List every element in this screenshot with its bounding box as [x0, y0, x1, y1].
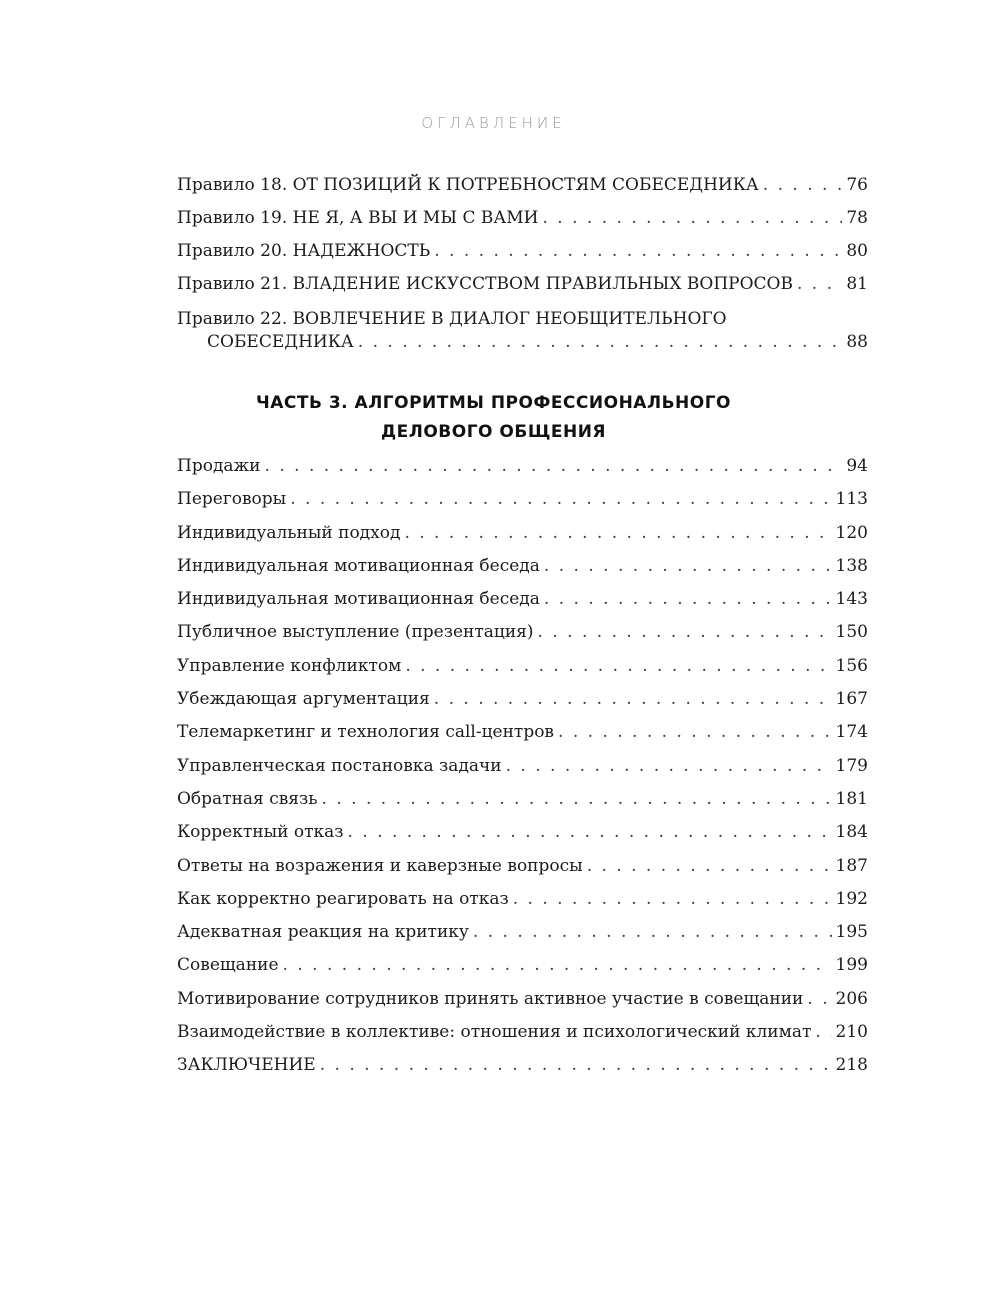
leader-dots: [538, 622, 832, 642]
toc-entry-title: ЗАКЛЮЧЕНИЕ: [177, 1055, 316, 1076]
toc-entry-page: 184: [835, 822, 868, 843]
toc-entry-title: Убеждающая аргументация: [177, 689, 430, 710]
toc-entry[interactable]: [177, 523, 868, 543]
toc-entry[interactable]: [177, 241, 868, 261]
part-heading: [0, 389, 987, 447]
toc-entry-title: Продажи: [177, 456, 261, 476]
running-header: ОГЛАВЛЕНИЕ: [421, 114, 566, 132]
toc-entry-page: 187: [835, 855, 868, 876]
toc-entry-page: 88: [846, 332, 868, 352]
leader-dots: [348, 822, 832, 842]
toc-entry[interactable]: [177, 756, 868, 776]
toc-entry[interactable]: [177, 856, 868, 876]
leader-dots: [544, 589, 832, 609]
toc-section-part3: [177, 456, 868, 1089]
toc-entry-page: 167: [835, 689, 868, 710]
leader-dots: [513, 889, 832, 909]
toc-entry-page: 206: [835, 988, 868, 1009]
toc-entry-title: Мотивирование сотрудников принять активное участие в совещании: [177, 988, 804, 1009]
leader-dots: [542, 208, 842, 228]
leader-dots: [797, 274, 842, 294]
toc-entry-title: Правило 20. НАДЕЖНОСТЬ: [177, 241, 431, 261]
leader-dots: [434, 689, 832, 709]
toc-entry-title-continued: СОБЕСЕДНИКА: [207, 332, 354, 352]
toc-entry[interactable]: [177, 722, 868, 742]
leader-dots: [807, 989, 831, 1009]
part-heading-line2: ДЕЛОВОГО ОБЩЕНИЯ: [380, 422, 607, 442]
toc-entry[interactable]: [177, 822, 868, 842]
toc-entry-title: Индивидуальная мотивационная беседа: [177, 555, 540, 576]
toc-entry[interactable]: [177, 656, 868, 676]
toc-entry-title: Телемаркетинг и технология call-центров: [177, 722, 555, 743]
toc-entry-title: Правило 19. НЕ Я, А ВЫ И МЫ С ВАМИ: [177, 208, 539, 228]
toc-entry[interactable]: [177, 789, 868, 809]
toc-section-rules: [177, 175, 868, 352]
leader-dots: [544, 556, 832, 576]
toc-entry-page: 80: [846, 241, 868, 261]
toc-entry-page: 138: [835, 555, 868, 576]
toc-entry-title: Правило 18. ОТ ПОЗИЦИЙ К ПОТРЕБНОСТЯМ СОБЕСЕДНИКА: [177, 175, 759, 195]
leader-dots: [434, 241, 842, 261]
toc-entry[interactable]: [177, 208, 868, 228]
toc-entry-title: Индивидуальная мотивационная беседа: [177, 589, 540, 610]
toc-entry-title: Публичное выступление (презентация): [177, 622, 534, 643]
leader-dots: [404, 523, 831, 543]
leader-dots: [763, 175, 843, 195]
toc-entry-title: Как корректно реагировать на отказ: [177, 888, 509, 909]
toc-entry-page: 81: [846, 274, 868, 294]
toc-entry[interactable]: [177, 589, 868, 609]
toc-entry-title: Управленческая постановка задачи: [177, 755, 502, 776]
toc-entry-title: Взаимодействие в коллективе: отношения и психологический климат: [177, 1022, 812, 1043]
toc-entry-page: 179: [835, 755, 868, 776]
toc-entry[interactable]: [177, 989, 868, 1009]
toc-entry-title: Переговоры: [177, 489, 287, 510]
toc-entry-multiline[interactable]: [177, 307, 868, 352]
toc-entry-page: 210: [835, 1022, 868, 1043]
toc-entry[interactable]: [177, 922, 868, 942]
leader-dots: [473, 922, 832, 942]
toc-entry-page: 192: [835, 888, 868, 909]
toc-entry-page: 143: [835, 589, 868, 610]
toc-entry[interactable]: [177, 689, 868, 709]
toc-entry[interactable]: [177, 622, 868, 642]
leader-dots: [558, 722, 832, 742]
toc-entry-page: 174: [835, 722, 868, 743]
toc-entry-page: 195: [835, 922, 868, 943]
toc-entry[interactable]: [177, 1055, 868, 1075]
leader-dots: [815, 1022, 831, 1042]
toc-entry-title: Ответы на возражения и каверзные вопросы: [177, 855, 583, 876]
toc-entry[interactable]: [177, 274, 868, 294]
toc-entry[interactable]: [177, 456, 868, 476]
part-heading-line1: ЧАСТЬ 3. АЛГОРИТМЫ ПРОФЕССИОНАЛЬНОГО: [255, 393, 731, 413]
toc-entry[interactable]: [177, 175, 868, 195]
toc-entry-page: 199: [835, 955, 868, 976]
toc-entry-title: Адекватная реакция на критику: [177, 922, 469, 943]
toc-entry[interactable]: [177, 955, 868, 975]
toc-entry[interactable]: [177, 1022, 868, 1042]
toc-entry-page: 76: [846, 175, 868, 195]
toc-entry[interactable]: [177, 489, 868, 509]
toc-entry[interactable]: [177, 889, 868, 909]
toc-entry-title: Обратная связь: [177, 788, 318, 809]
toc-entry-page: 78: [846, 208, 868, 228]
toc-entry-page: 181: [835, 788, 868, 809]
toc-entry-page: 218: [835, 1055, 868, 1076]
toc-entry-title: Управление конфликтом: [177, 655, 402, 676]
leader-dots: [405, 656, 831, 676]
toc-entry-page: 113: [835, 489, 868, 510]
toc-entry-title: Правило 22. ВОВЛЕЧЕНИЕ В ДИАЛОГ НЕОБЩИТЕЛЬНОГО: [177, 309, 727, 329]
leader-dots: [506, 756, 832, 776]
toc-entry[interactable]: [177, 556, 868, 576]
toc-entry-page: 156: [835, 655, 868, 676]
toc-entry-title: Совещание: [177, 955, 279, 976]
leader-dots: [283, 955, 832, 975]
leader-dots: [320, 1055, 832, 1075]
toc-entry-title: Индивидуальный подход: [177, 522, 401, 543]
leader-dots: [322, 789, 832, 809]
toc-entry-page: 150: [835, 622, 868, 643]
toc-entry-title: Правило 21. ВЛАДЕНИЕ ИСКУССТВОМ ПРАВИЛЬНЫХ ВОПРОСОВ: [177, 274, 793, 294]
toc-entry-title: Корректный отказ: [177, 822, 344, 843]
leader-dots: [587, 856, 832, 876]
toc-entry-page: 94: [846, 456, 868, 476]
leader-dots: [358, 332, 843, 352]
toc-entry-page: 120: [835, 522, 868, 543]
leader-dots: [265, 456, 843, 476]
leader-dots: [290, 489, 831, 509]
